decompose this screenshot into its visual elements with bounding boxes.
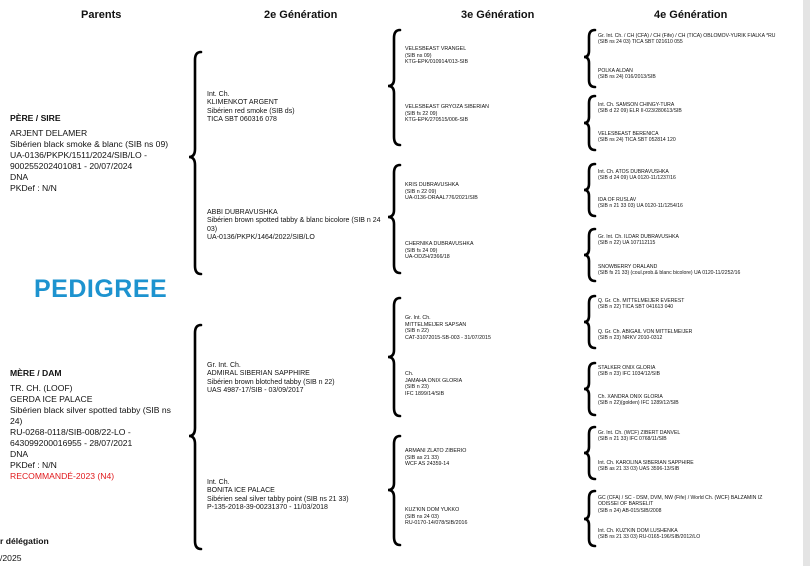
ancestor-line: (SIB ns 24) 016/2013/SIB: [598, 74, 656, 81]
brace-sire: [189, 52, 201, 274]
ancestor-line: (SIB n 21 33 03) UA 0120-11/1254/16: [598, 203, 683, 210]
brace-g3-1: [584, 30, 595, 87]
ancestor-line: STALKER ONIX GLORIA: [598, 365, 656, 371]
ancestor-breed: Sibérien seal silver tabby point (SIB ns 21 33): [207, 495, 349, 503]
gen2-ancestor: [207, 479, 387, 513]
ancestor-line: VELESBEAST GRYOZA SIBERIAN: [405, 104, 489, 110]
ancestor-line: Int. Ch. KAROLINA SIBERIAN SAPPHIRE: [598, 460, 694, 466]
footer-delegation: r délégation: [0, 536, 49, 546]
sire-registration: UA-0136/PKPK/1511/2024/SIB/LO - 900255202401081 - 20/07/2024: [10, 150, 147, 171]
ancestor-line: KUZ'KIN DOM YUKKO: [405, 507, 460, 513]
dam-breed: Sibérien black silver spotted tabby (SIB ns 24): [10, 405, 171, 426]
ancestor-line: (SIB ns 24) TICA SBT 052814 120: [598, 137, 676, 144]
ancestor-registration: P-135-2018-39-00231370 - 11/03/2018: [207, 504, 328, 512]
ancestor-line: RU-0170-14/078/SIB/2016: [405, 520, 468, 527]
brace-g2-3: [388, 298, 400, 416]
ancestor-line: (SIB n 23) NRKV 2010-0312: [598, 335, 663, 342]
ancestor-line: KTG-EPK/010914/013-SIB: [405, 59, 469, 66]
ancestor-line: UA-ODZH/2366/18: [405, 254, 450, 261]
gen4-ancestor: [598, 169, 780, 182]
ancestor-registration: TICA SBT 060316 078: [207, 116, 277, 124]
dam-recommended: RECOMMANDÉ-2023 (N4): [10, 471, 115, 481]
dam-registration: RU-0268-0118/SIB-008/22-LO - 643099200016955 - 28/07/2021: [10, 427, 133, 448]
gen4-ancestor: [598, 131, 780, 144]
gen3-ancestor: [405, 315, 580, 341]
ancestor-line: Gr. Int. Ch. (WCF) ZIBERT DANVEL: [598, 430, 681, 436]
gen3-ancestor: [405, 241, 580, 261]
ancestor-line: KRIS DUBRAVUSHKA: [405, 182, 459, 188]
gen3-ancestor: [405, 46, 580, 66]
ancestor-line: (SIB fs 24 09): [405, 247, 438, 254]
ancestor-line: KTG-EPK/270515/006-SIB: [405, 117, 469, 124]
ancestor-line: (SIB n 22)(golden) IFC 1289/12/SIB: [598, 400, 679, 407]
gen4-ancestor: [598, 460, 780, 473]
gen4-ancestor: [598, 197, 780, 210]
ancestor-line: Int. Ch. ATOS DUBRAVUSHKA: [598, 169, 669, 175]
brace-g3-7: [584, 427, 595, 479]
brace-g3-2: [584, 96, 595, 150]
brace-dam: [189, 325, 201, 549]
dam-name: GERDA ICE PALACE: [10, 394, 93, 404]
ancestor-line: ARMANI ZLATO ZIBERIO: [405, 448, 467, 454]
ancestor-breed: Sibérien brown spotted tabby & blanc bicolore (SIB n 24 03): [207, 217, 381, 233]
brace-g2-1: [388, 30, 400, 145]
sire-pkdef: PKDef : N/N: [10, 183, 57, 193]
ancestor-line: (SIB n 24) AB-015/SIB/2008: [598, 507, 662, 514]
gen4-ancestor: [598, 298, 780, 311]
brace-g2-4: [388, 436, 400, 545]
ancestor-title: Gr. Int. Ch.: [207, 362, 241, 369]
gen4-ancestor: [598, 394, 780, 407]
gen2-ancestor: [207, 91, 387, 125]
header-gen3: 3e Génération: [461, 9, 535, 21]
sire-dna: DNA: [10, 172, 29, 182]
ancestor-line: (SIB fs 22 09): [405, 110, 438, 117]
ancestor-line: (SIB ns 24 03) TICA SBT 021610 055: [598, 39, 683, 46]
ancestor-line: IFC 1899/14/SIB: [405, 390, 445, 397]
ancestor-breed: Sibérien brown blotched tabby (SIB n 22): [207, 378, 335, 386]
ancestor-line: (SIB n 23) IFC 1034/12/SIB: [598, 371, 661, 378]
ancestor-name: ADMIRAL SIBERIAN SAPPHIRE: [207, 370, 310, 378]
gen4-ancestor: [598, 365, 780, 378]
ancestor-title: Int. Ch.: [207, 91, 230, 98]
sire-name: ARJENT DELAMER: [10, 128, 88, 138]
ancestor-breed: Sibérien red smoke (SIB ds): [207, 107, 295, 115]
ancestor-name: KLIMENKOT ARGENT: [207, 99, 279, 107]
ancestor-line: UA-0136-ORAAL776/2021/SIB: [405, 195, 478, 202]
gen4-ancestor: [598, 234, 780, 247]
ancestor-line: (SIB ns 21 33 03) RU-0165-196/SIB/2012/LO: [598, 534, 701, 541]
ancestor-line: Gr. Int. Ch. / CH (CFA) / CH (Fife) / CH (TICA) OBLOMOV-YURIK FIALKA *RU: [598, 33, 776, 39]
ancestor-line: Q. Gr. Ch. MITTELMEIJER EVEREST: [598, 298, 685, 304]
header-gen2: 2e Génération: [264, 9, 338, 21]
ancestor-name: ABBI DUBRAVUSHKA: [207, 209, 278, 216]
ancestor-line: (SIB ns 24 03): [405, 513, 439, 520]
gen2-ancestor: [207, 362, 387, 396]
ancestor-registration: UA-0136/PKPK/1464/2022/SIB/LO: [207, 234, 315, 242]
ancestor-line: Q. Gr. Ch. ABIGAIL VON MITTELMEIJER: [598, 329, 693, 335]
ancestor-line: Ch. XANDRA ONIX GLORIA: [598, 394, 663, 400]
ancestor-line: GC (CFA) / SC - DSM, DVM, NW (Fife) / World Ch. (WCF) BALZAMIN IZ ODISSEI OF BARSELIT: [598, 495, 763, 508]
ancestor-title: Int. Ch.: [207, 479, 230, 486]
gen4-ancestor: [598, 430, 780, 443]
ancestor-line: (SIB n 23): [405, 384, 429, 391]
ancestor-name: BONITA ICE PALACE: [207, 487, 275, 495]
ancestor-line: Gr. Int. Ch. ILDAR DUBRAVUSHKA: [598, 234, 679, 240]
ancestor-line: (SIB n 21 33) IFC 0768/11/SIB: [598, 436, 667, 443]
ancestor-line: CHERNIKA DUBRAVUSHKA: [405, 241, 474, 247]
gen4-ancestor: [598, 68, 780, 81]
header-parents: Parents: [81, 9, 122, 21]
ancestor-line: (SIB d 22 09) ELR II-023/280613/SIB: [598, 108, 682, 115]
ancestor-line: (SIB n 22 09): [405, 188, 437, 195]
ancestor-line: (SIB d 24 09) UA 0120-11/1237/16: [598, 175, 676, 182]
ancestor-line: VELESBEAST BERENICA: [598, 131, 659, 137]
sire-breed: Sibérien black smoke & blanc (SIB ns 09): [10, 139, 169, 149]
ancestor-line: SNOWBERRY ORALAND: [598, 264, 658, 270]
dam-role: MÈRE / DAM: [10, 368, 62, 378]
brace-g3-3: [584, 164, 595, 216]
brace-g3-6: [584, 363, 595, 415]
gen4-ancestor: [598, 329, 780, 342]
brace-g3-8: [584, 491, 595, 546]
brace-g2-2: [388, 165, 400, 273]
header-gen4: 4e Génération: [654, 9, 728, 21]
ancestor-line: (SIB ns 09): [405, 52, 432, 59]
ancestor-line: WCF AS 24359-14: [405, 461, 450, 468]
ancestor-line: (SIB fs 21 33) (coul.prob.& blanc bicolore) UA 0120-11/2252/16: [598, 270, 741, 277]
gen2-ancestor: [207, 209, 387, 243]
gen4-ancestor: [598, 102, 780, 115]
dam-dna: DNA: [10, 449, 29, 459]
ancestor-line: POLKA ALDAN: [598, 68, 633, 74]
ancestor-line: VELESBEAST VRANGEL: [405, 46, 467, 52]
ancestor-line: (SIB n 22) TICA SBT 041613 040: [598, 304, 674, 311]
sire-role: PÈRE / SIRE: [10, 113, 61, 123]
ancestor-line: (SIB as 21 33 03) UAS 3596-13/SIB: [598, 466, 680, 473]
brace-g3-5: [584, 296, 595, 348]
ancestor-line: MITTELMEIJER SAPSAN: [405, 321, 467, 328]
gen3-ancestor: [405, 507, 580, 527]
gen3-ancestor: [405, 448, 580, 468]
gen3-ancestor: [405, 182, 580, 202]
scrollbar-track[interactable]: [803, 0, 810, 566]
ancestor-line: Ch.: [405, 371, 414, 377]
gen4-ancestor: [598, 528, 780, 541]
ancestor-line: CAT-31072015-SB-003 - 31/07/2015: [405, 334, 491, 341]
gen4-ancestor: [598, 264, 780, 277]
ancestor-registration: UAS 4987-17/SIB - 03/09/2017: [207, 387, 304, 395]
footer-date: /2025: [0, 553, 22, 563]
pedigree-title: PEDIGREE: [34, 275, 168, 303]
gen3-ancestor: [405, 104, 580, 124]
ancestor-line: Int. Ch. KUZ'KIN DOM LUSHENKA: [598, 528, 678, 534]
dam-title: TR. CH. (LOOF): [10, 383, 73, 393]
ancestor-line: IDA OF RUSLAV: [598, 197, 637, 203]
ancestor-line: JAMAHA ONIX GLORIA: [405, 377, 463, 384]
dam-pkdef: PKDef : N/N: [10, 460, 57, 470]
ancestor-line: Gr. Int. Ch.: [405, 315, 431, 321]
ancestor-line: (SIB n 22): [405, 328, 429, 335]
ancestor-line: Int. Ch. SAMSON CHINGY-TURA: [598, 102, 675, 108]
gen4-ancestor: [598, 495, 780, 514]
gen4-ancestor: [598, 33, 780, 46]
ancestor-line: (SIB n 22) UA 107112115: [598, 240, 656, 247]
ancestor-line: (SIB as 21 33): [405, 454, 439, 461]
gen3-ancestor: [405, 371, 580, 397]
brace-g3-4: [584, 229, 595, 281]
